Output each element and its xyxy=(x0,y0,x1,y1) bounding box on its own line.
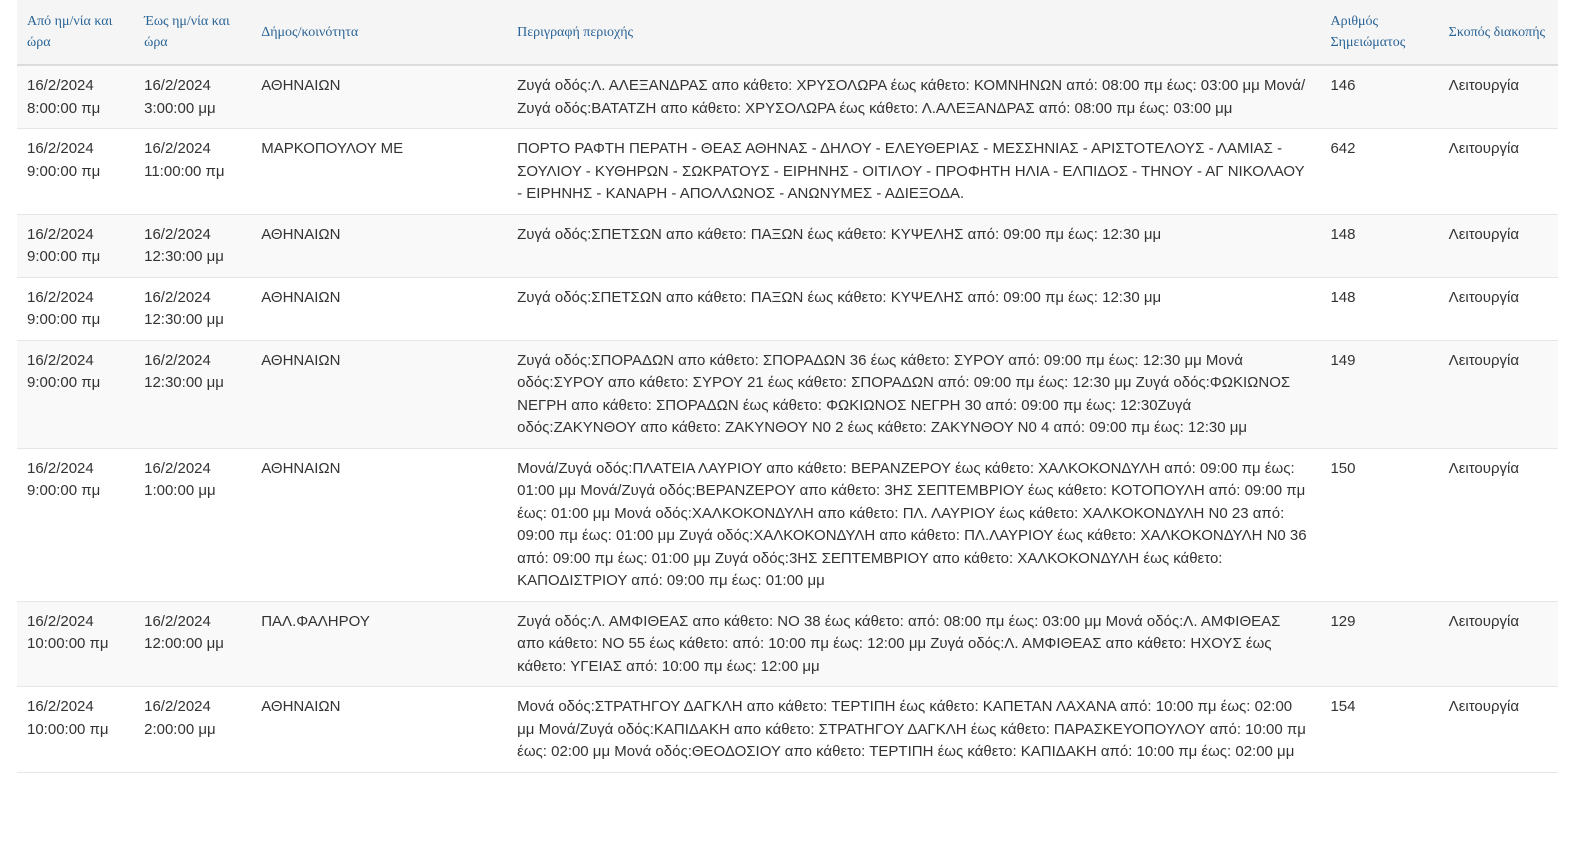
cell-municipality: ΑΘΗΝΑΙΩΝ xyxy=(261,459,341,477)
cell-purpose: Λειτουργία xyxy=(1448,459,1520,477)
outages-table xyxy=(17,0,1558,773)
cell-note-number: 148 xyxy=(1330,288,1356,306)
cell-note-number: 154 xyxy=(1330,698,1356,715)
table-body xyxy=(17,65,1558,772)
cell-from: 16/2/2024 10:00:00 πμ xyxy=(27,698,109,738)
cell-from: 16/2/2024 9:00:00 πμ xyxy=(27,459,101,499)
header-from[interactable]: Από ημ/νία και ώρα xyxy=(27,14,113,50)
cell-description: ΠΟΡΤΟ ΡΑΦΤΗ ΠΕΡΑΤΗ - ΘΕΑΣ ΑΘΗΝΑΣ - ΔΗΛΟΥ - ΕΛΕΥΘΕΡΙΑΣ - ΜΕΣΣΗΝΙΑΣ - ΑΡΙΣΤΟΤΕΛΟΥΣ - ΛΑΜΙΑΣ - ΣΟΥΛΙΟΥ - ΚΥΘΗΡΩΝ - ΣΩΚΡΑΤΟΥΣ - ΕΙΡΗΝΗΣ - ΟΙΤΙΛΟΥ - ΠΡΟΦΗΤΗ ΗΛΙΑ - ΕΛΠΙΔΟΣ - ΤΗΝΟΥ - ΑΓ ΝΙΚΟΛΑΟΥ - ΕΙΡΗΝΗΣ - ΚΑΝΑΡΗ - ΑΠΟΛΛΩΝΟΣ - ΑΝΩΝΥΜΕΣ - ΑΔΙΕΞΟΔΑ. xyxy=(517,140,1305,202)
cell-purpose: Λειτουργία xyxy=(1448,77,1520,94)
cell-purpose: Λειτουργία xyxy=(1448,351,1520,369)
table-row xyxy=(17,448,1558,601)
header-purpose[interactable]: Σκοπός διακοπής xyxy=(1448,24,1546,40)
table-header xyxy=(17,0,1558,65)
cell-municipality: ΑΘΗΝΑΙΩΝ xyxy=(261,77,341,94)
outages-table-container xyxy=(17,0,1558,773)
cell-from: 16/2/2024 9:00:00 πμ xyxy=(27,351,101,391)
cell-municipality: ΑΘΗΝΑΙΩΝ xyxy=(261,288,341,306)
cell-from: 16/2/2024 9:00:00 πμ xyxy=(27,288,101,328)
cell-to: 16/2/2024 12:30:00 μμ xyxy=(144,225,224,265)
cell-to: 16/2/2024 2:00:00 μμ xyxy=(144,698,216,738)
cell-to: 16/2/2024 12:30:00 μμ xyxy=(144,351,224,391)
cell-municipality: ΠΑΛ.ΦΑΛΗΡΟΥ xyxy=(261,612,370,630)
cell-note-number: 146 xyxy=(1330,77,1356,94)
cell-description: Ζυγά οδός:ΣΠΟΡΑΔΩΝ απο κάθετο: ΣΠΟΡΑΔΩΝ 36 έως κάθετο: ΣΥΡΟΥ από: 09:00 πμ έως: 12:30 μμ Μονά οδός:ΣΥΡΟΥ απο κάθετο: ΣΥΡΟΥ 21 έως κάθετο: ΣΠΟΡΑΔΩΝ από: 09:00 πμ έως: 12:30 μμ Ζυγά οδός:ΦΩΚΙΩΝΟΣ ΝΕΓΡΗ απο κάθετο: ΣΠΟΡΑΔΩΝ έως κάθετο: ΦΩΚΙΩΝΟΣ ΝΕΓΡΗ 30 από: 09:00 πμ έως: 12:30Ζυγά οδός:ΖΑΚΥΝΘΟΥ απο κάθετο: ΖΑΚΥΝΘΟΥ Ν0 2 έως κάθετο: ΖΑΚΥΝΘΟΥ Ν0 4 από: 09:00 πμ έως: 12:30 μμ xyxy=(517,351,1291,436)
cell-note-number: 129 xyxy=(1330,612,1356,630)
header-municipality[interactable]: Δήμος/κοινότητα xyxy=(261,24,359,40)
table-row xyxy=(17,129,1558,215)
cell-description: Μονά οδός:ΣΤΡΑΤΗΓΟΥ ΔΑΓΚΛΗ απο κάθετο: ΤΕΡΤΙΠΗ έως κάθετο: ΚΑΠΕΤΑΝ ΛΑΧΑΝΑ από: 10:00 πμ έως: 02:00 μμ Μονά/Ζυγά οδός:ΚΑΠΙΔΑΚΗ απο κάθετο: ΣΤΡΑΤΗΓΟΥ ΔΑΓΚΛΗ έως κάθετο: ΠΑΡΑΣΚΕΥΟΠΟΥΛΟΥ από: 10:00 πμ έως: 02:00 μμ Μονά οδός:ΘΕΟΔΟΣΙΟΥ απο κάθετο: ΤΕΡΤΙΠΗ έως κάθετο: ΚΑΠΙΔΑΚΗ από: 10:00 πμ έως: 02:00 μμ xyxy=(517,698,1306,760)
table-row xyxy=(17,65,1558,129)
cell-description: Ζυγά οδός:Λ. ΑΛΕΞΑΝΔΡΑΣ απο κάθετο: ΧΡΥΣΟΛΩΡΑ έως κάθετο: ΚΟΜΝΗΝΩΝ από: 08:00 πμ έως: 03:00 μμ Μονά/Ζυγά οδός:ΒΑΤΑΤΖΗ απο κάθετο: ΧΡΥΣΟΛΩΡΑ έως κάθετο: Λ.ΑΛΕΞΑΝΔΡΑΣ από: 08:00 πμ έως: 03:00 μμ xyxy=(517,77,1306,117)
cell-description: Ζυγά οδός:ΣΠΕΤΣΩΝ απο κάθετο: ΠΑΞΩΝ έως κάθετο: ΚΥΨΕΛΗΣ από: 09:00 πμ έως: 12:30 μμ xyxy=(517,225,1162,243)
cell-to: 16/2/2024 12:30:00 μμ xyxy=(144,288,224,328)
table-row xyxy=(17,601,1558,687)
cell-municipality: ΑΘΗΝΑΙΩΝ xyxy=(261,225,341,243)
cell-description: Ζυγά οδός:ΣΠΕΤΣΩΝ απο κάθετο: ΠΑΞΩΝ έως κάθετο: ΚΥΨΕΛΗΣ από: 09:00 πμ έως: 12:30 μμ xyxy=(517,288,1162,306)
header-note-number[interactable]: Αριθμός Σημειώματος xyxy=(1330,14,1406,50)
cell-note-number: 642 xyxy=(1330,140,1356,157)
cell-description: Ζυγά οδός:Λ. ΑΜΦΙΘΕΑΣ απο κάθετο: ΝΟ 38 έως κάθετο: από: 08:00 πμ έως: 03:00 μμ Μονά οδός:Λ. ΑΜΦΙΘΕΑΣ απο κάθετο: ΝΟ 55 έως κάθετο: από: 10:00 πμ έως: 12:00 μμ Ζυγά οδός:Λ. ΑΜΦΙΘΕΑΣ απο κάθετο: ΗΧΟΥΣ έως κάθετο: ΥΓΕΙΑΣ από: 10:00 πμ έως: 12:00 μμ xyxy=(517,612,1281,675)
cell-municipality: ΑΘΗΝΑΙΩΝ xyxy=(261,351,341,369)
header-to[interactable]: Έως ημ/νία και ώρα xyxy=(144,14,230,50)
cell-note-number: 149 xyxy=(1330,351,1356,369)
cell-purpose: Λειτουργία xyxy=(1448,612,1520,630)
cell-purpose: Λειτουργία xyxy=(1448,288,1520,306)
cell-purpose: Λειτουργία xyxy=(1448,225,1520,243)
cell-note-number: 150 xyxy=(1330,459,1356,477)
header-description[interactable]: Περιγραφή περιοχής xyxy=(517,24,634,40)
cell-note-number: 148 xyxy=(1330,225,1356,243)
cell-from: 16/2/2024 8:00:00 πμ xyxy=(27,77,101,117)
cell-from: 16/2/2024 10:00:00 πμ xyxy=(27,612,109,652)
cell-to: 16/2/2024 11:00:00 πμ xyxy=(144,140,225,180)
cell-to: 16/2/2024 3:00:00 μμ xyxy=(144,77,216,117)
header-row xyxy=(17,0,1558,65)
table-row xyxy=(17,214,1558,277)
cell-from: 16/2/2024 9:00:00 πμ xyxy=(27,225,101,265)
cell-description: Μονά/Ζυγά οδός:ΠΛΑΤΕΙΑ ΛΑΥΡΙΟΥ απο κάθετο: ΒΕΡΑΝΖΕΡΟΥ έως κάθετο: ΧΑΛΚΟΚΟΝΔΥΛΗ από: 09:00 πμ έως: 01:00 μμ Μονά/Ζυγά οδός:ΒΕΡΑΝΖΕΡΟΥ απο κάθετο: 3ΗΣ ΣΕΠΤΕΜΒΡΙΟΥ έως κάθετο: ΚΟΤΟΠΟΥΛΗ από: 09:00 πμ έως: 01:00 μμ Μονά οδός:ΧΑΛΚΟΚΟΝΔΥΛΗ απο κάθετο: ΠΛ. ΛΑΥΡΙΟΥ έως κάθετο: ΧΑΛΚΟΚΟΝΔΥΛΗ Ν0 23 από: 09:00 πμ έως: 01:00 μμ Ζυγά οδός:ΧΑΛΚΟΚΟΝΔΥΛΗ απο κάθετο: ΠΛ.ΛΑΥΡΙΟΥ έως κάθετο: ΧΑΛΚΟΚΟΝΔΥΛΗ Ν0 36 από: 09:00 πμ έως: 01:00 μμ Ζυγά οδός:3ΗΣ ΣΕΠΤΕΜΒΡΙΟΥ απο κάθετο: ΧΑΛΚΟΚΟΝΔΥΛΗ έως κάθετο: ΚΑΠΟΔΙΣΤΡΙΟΥ από: 09:00 πμ έως: 01:00 μμ xyxy=(517,459,1307,589)
cell-to: 16/2/2024 12:00:00 μμ xyxy=(144,612,224,652)
cell-municipality: ΑΘΗΝΑΙΩΝ xyxy=(261,698,341,715)
cell-municipality: ΜΑΡΚΟΠΟΥΛΟΥ ΜΕ xyxy=(261,140,404,157)
cell-to: 16/2/2024 1:00:00 μμ xyxy=(144,459,216,499)
cell-from: 16/2/2024 9:00:00 πμ xyxy=(27,140,101,180)
table-row xyxy=(17,277,1558,340)
cell-purpose: Λειτουργία xyxy=(1448,140,1520,157)
table-row xyxy=(17,687,1558,773)
table-row xyxy=(17,340,1558,448)
cell-purpose: Λειτουργία xyxy=(1448,698,1520,715)
